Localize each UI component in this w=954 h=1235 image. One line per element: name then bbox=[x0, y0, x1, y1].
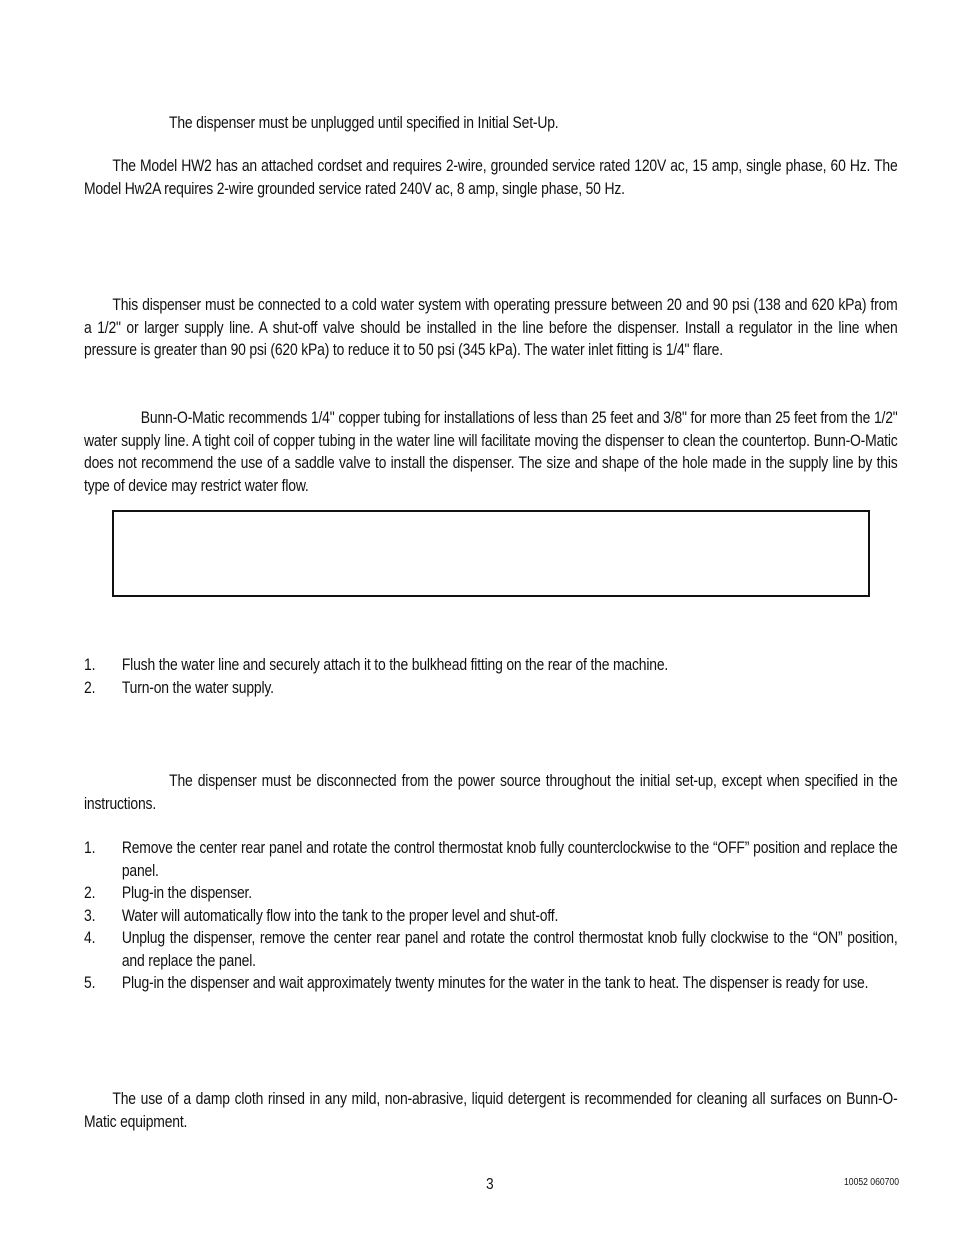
list-item bbox=[84, 654, 898, 677]
setup-note-text: The dispenser must be disconnected from the power source throughout the initial set-up, except when specified in the instructions. bbox=[84, 772, 898, 813]
page-number: 3 bbox=[486, 1176, 494, 1193]
step-number: 1. bbox=[84, 656, 96, 674]
document-code: 10052 060700 bbox=[844, 1177, 900, 1188]
step-text: Remove the center rear panel and rotate the control thermostat knob fully counterclockwise to the “OFF” position and replace the panel. bbox=[121, 839, 898, 880]
cleaning-paragraph bbox=[84, 1088, 898, 1133]
electrical-requirements-paragraph bbox=[84, 155, 898, 200]
step-text: Turn-on the water supply. bbox=[121, 678, 274, 697]
step-number: 3. bbox=[84, 906, 96, 925]
plumbing-requirements-paragraph bbox=[84, 294, 898, 362]
list-item bbox=[84, 882, 898, 905]
step-number: 5. bbox=[84, 974, 96, 992]
list-item bbox=[84, 972, 898, 995]
setup-disconnect-note bbox=[84, 770, 898, 815]
step-number: 1. bbox=[84, 839, 96, 857]
step-number: 2. bbox=[84, 884, 96, 902]
notice-box bbox=[112, 510, 870, 597]
setup-steps-list bbox=[84, 837, 898, 995]
step-number: 4. bbox=[84, 929, 96, 947]
electrical-unplug-note bbox=[169, 112, 909, 135]
step-text: Flush the water line and securely attach it to the bulkhead fitting on the rear of the machine. bbox=[121, 656, 669, 674]
electrical-note-text: The dispenser must be unplugged until specified in Initial Set-Up. bbox=[169, 114, 559, 132]
cleaning-body-text: The use of a damp cloth rinsed in any mild, non-abrasive, liquid detergent is recommended for cleaning all surfaces on Bunn-O-Matic equipment. bbox=[84, 1090, 898, 1131]
plumbing-body1-text: This dispenser must be connected to a cold water system with operating pressure between 20 and 90 psi (138 and 620 kPa) from a 1/2" or larger supply line. A shut-off valve should be installed in the line before the dispenser. Install a regulator in the line when pressure is greater than 90 psi (620 kPa) to reduce it to 50 psi (345 kPa). The water inlet fitting is 1/4" flare. bbox=[84, 296, 898, 359]
list-item bbox=[84, 677, 898, 700]
list-item bbox=[84, 905, 898, 928]
electrical-body-text: The Model HW2 has an attached cordset and requires 2-wire, grounded service rated 120V ac, 15 amp, single phase, 60 Hz. The Model Hw2A requires 2-wire grounded service rated 240V ac, 8 amp, single phase, 50 Hz. bbox=[84, 157, 898, 198]
step-text: Plug-in the dispenser and wait approximately twenty minutes for the water in the tank to heat. The dispenser is ready for use. bbox=[121, 974, 869, 992]
step-text: Plug-in the dispenser. bbox=[121, 884, 252, 902]
step-text: Unplug the dispenser, remove the center rear panel and rotate the control thermostat knob fully clockwise to the “ON” position, and replace the panel. bbox=[121, 929, 898, 970]
step-text: Water will automatically flow into the tank to the proper level and shut-off. bbox=[121, 906, 559, 925]
step-number: 2. bbox=[84, 678, 96, 697]
list-item bbox=[84, 837, 898, 882]
plumbing-steps-list bbox=[84, 654, 898, 699]
plumbing-tubing-paragraph bbox=[84, 407, 898, 497]
list-item bbox=[84, 927, 898, 972]
plumbing-body2-text: Bunn-O-Matic recommends 1/4" copper tubing for installations of less than 25 feet and 3/8" for more than 25 feet from the 1/2" water supply line. A tight coil of copper tubing in the water line will facilitate moving the dispenser to clean the countertop. Bunn-O-Matic does not recommend the use of a saddle valve to install the dispenser. The size and shape of the hole made in the supply line by this type of device may restrict water flow. bbox=[84, 409, 898, 495]
